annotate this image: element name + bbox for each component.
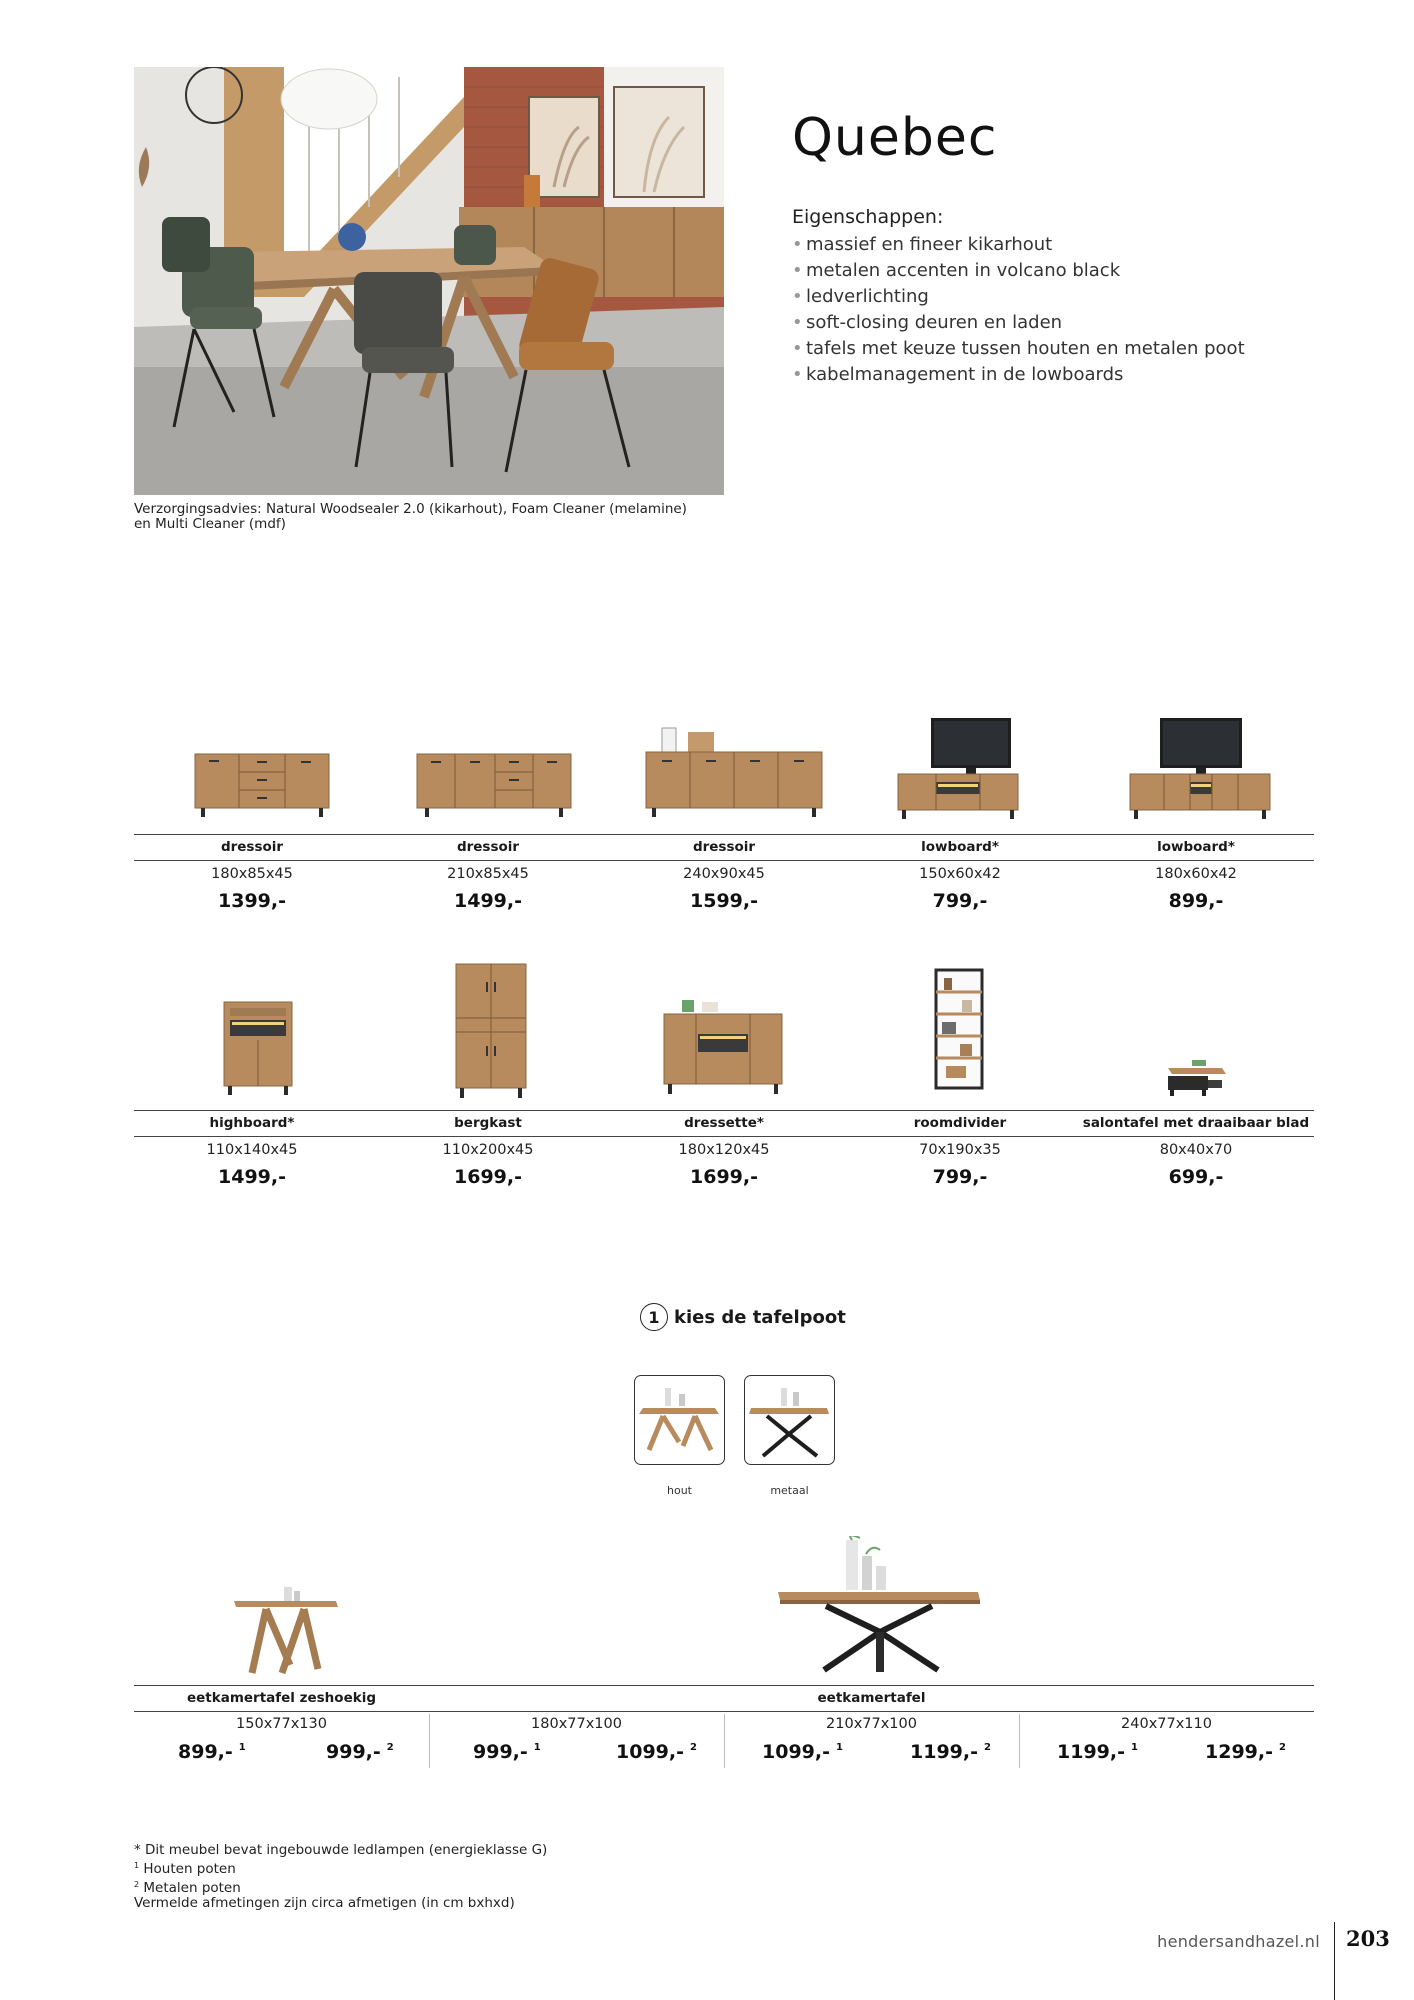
product-name: lowboard* — [921, 839, 999, 855]
product-dimensions: 80x40x70 — [1159, 1142, 1233, 1158]
step-number-badge: 1 — [640, 1303, 668, 1331]
product-name: dressoir — [692, 839, 756, 855]
tables-bottom-rule — [134, 1711, 1314, 1712]
table-price-wood: 999,- $^1$ — [473, 1741, 541, 1763]
properties-list — [792, 232, 1245, 388]
product-dimensions: 110x200x45 — [442, 1142, 534, 1158]
table-price-metal: 1099,- $^2$ — [616, 1741, 697, 1763]
page-number: 203 — [1346, 1926, 1390, 1951]
page-number-divider — [1334, 1922, 1335, 2000]
table-price-metal: 1199,- $^2$ — [910, 1741, 991, 1763]
product-dimensions: 180x85x45 — [211, 866, 293, 882]
dressette-image — [662, 998, 786, 1096]
property-item: • soft-closing deuren en laden — [792, 312, 1063, 333]
product-dimensions: 110x140x45 — [206, 1142, 298, 1158]
dressoir-210-image — [415, 752, 575, 818]
property-item: • ledverlichting — [792, 286, 929, 307]
product-name: highboard* — [209, 1115, 295, 1131]
lowboard-150-image — [896, 716, 1022, 820]
hexagonal-dining-table-image — [232, 1585, 340, 1677]
salontafel-image — [1166, 1058, 1228, 1098]
dressoir-240-image — [644, 722, 826, 818]
tables-top-rule — [134, 1685, 1314, 1686]
product-price: 1499,- — [454, 890, 522, 912]
row1-top-rule — [134, 834, 1314, 835]
leg-choice-heading — [640, 1302, 846, 1332]
product-price: 1599,- — [690, 890, 758, 912]
footnote-dimensions: Vermelde afmetingen zijn circa afmetigen (in cm bxhxd) — [134, 1895, 515, 1911]
row2-top-rule — [134, 1110, 1314, 1111]
rectangular-dining-table-image — [776, 1536, 982, 1676]
product-name: lowboard* — [1157, 839, 1235, 855]
metal-leg-table-icon — [745, 1376, 833, 1463]
table-price-wood: 1199,- $^1$ — [1057, 1741, 1138, 1763]
row2-bottom-rule — [134, 1136, 1314, 1137]
product-name: roomdivider — [913, 1115, 1007, 1131]
product-dimensions: 70x190x35 — [919, 1142, 1001, 1158]
table-price-metal: 999,- $^2$ — [326, 1741, 394, 1763]
product-dimensions: 210x85x45 — [447, 866, 529, 882]
footnotes — [134, 1843, 547, 1911]
product-name: bergkast — [454, 1115, 522, 1131]
product-price: 1499,- — [218, 1166, 286, 1188]
website-url[interactable]: hendersandhazel.nl — [1157, 1932, 1320, 1951]
product-price: 799,- — [932, 1166, 988, 1188]
table-size: 240x77x110 — [1121, 1716, 1212, 1732]
property-item: • massief en fineer kikarhout — [792, 234, 1053, 255]
properties-heading: Eigenschappen: — [792, 206, 944, 228]
dressoir-180-image — [193, 752, 333, 818]
footnote-led: * Dit meubel bevat ingebouwde ledlampen (energieklasse G) — [134, 1842, 548, 1858]
product-name: dressoir — [220, 839, 284, 855]
product-dimensions: 240x90x45 — [683, 866, 765, 882]
product-price: 1699,- — [690, 1166, 758, 1188]
table-price-wood: 899,- $^1$ — [178, 1741, 246, 1763]
product-price: 1699,- — [454, 1166, 522, 1188]
roomdivider-image — [934, 968, 986, 1094]
care-advice-caption — [134, 502, 734, 532]
product-price: 899,- — [1168, 890, 1224, 912]
product-name: dressoir — [456, 839, 520, 855]
hex-table-name: eetkamertafel zeshoekig — [186, 1690, 376, 1706]
leg-choice-label: kies de tafelpoot — [674, 1306, 846, 1328]
bergkast-image — [454, 962, 530, 1100]
product-name: salontafel met draaibaar blad — [1082, 1115, 1310, 1131]
property-item: • tafels met keuze tussen houten en metalen poot — [792, 338, 1245, 359]
product-price: 1399,- — [218, 890, 286, 912]
wood-leg-table-icon — [635, 1376, 723, 1463]
lowboard-180-image — [1128, 716, 1274, 820]
leg-option-wood[interactable] — [634, 1375, 725, 1465]
table-price-wood: 1099,- $^1$ — [762, 1741, 843, 1763]
product-name: dressette* — [684, 1115, 764, 1131]
table-price-metal: 1299,- $^2$ — [1205, 1741, 1286, 1763]
product-price: 799,- — [932, 890, 988, 912]
hero-photo — [134, 67, 724, 495]
leg-option-wood-label: hout — [667, 1484, 692, 1497]
highboard-image — [222, 1000, 296, 1096]
product-dimensions: 150x60x42 — [919, 866, 1001, 882]
row1-bottom-rule — [134, 860, 1314, 861]
care-advice-line-2: en Multi Cleaner (mdf) — [134, 516, 286, 532]
leg-option-metal[interactable] — [744, 1375, 835, 1465]
leg-option-metal-label: metaal — [770, 1484, 809, 1497]
footnote-metal-legs: $^2$ Metalen poten — [134, 1880, 241, 1896]
table-size: 180x77x100 — [531, 1716, 622, 1732]
page-title: Quebec — [792, 108, 998, 168]
product-dimensions: 180x60x42 — [1155, 866, 1237, 882]
table-size: 210x77x100 — [826, 1716, 917, 1732]
rect-table-name: eetkamertafel — [817, 1690, 926, 1706]
property-item: • metalen accenten in volcano black — [792, 260, 1121, 281]
property-item: • kabelmanagement in de lowboards — [792, 364, 1124, 385]
table-size: 150x77x130 — [236, 1716, 327, 1732]
care-advice-line-1: Verzorgingsadvies: Natural Woodsealer 2.0 (kikarhout), Foam Cleaner (melamine) — [134, 501, 687, 517]
product-dimensions: 180x120x45 — [678, 1142, 770, 1158]
footnote-wood-legs: $^1$ Houten poten — [134, 1861, 236, 1877]
product-price: 699,- — [1168, 1166, 1224, 1188]
